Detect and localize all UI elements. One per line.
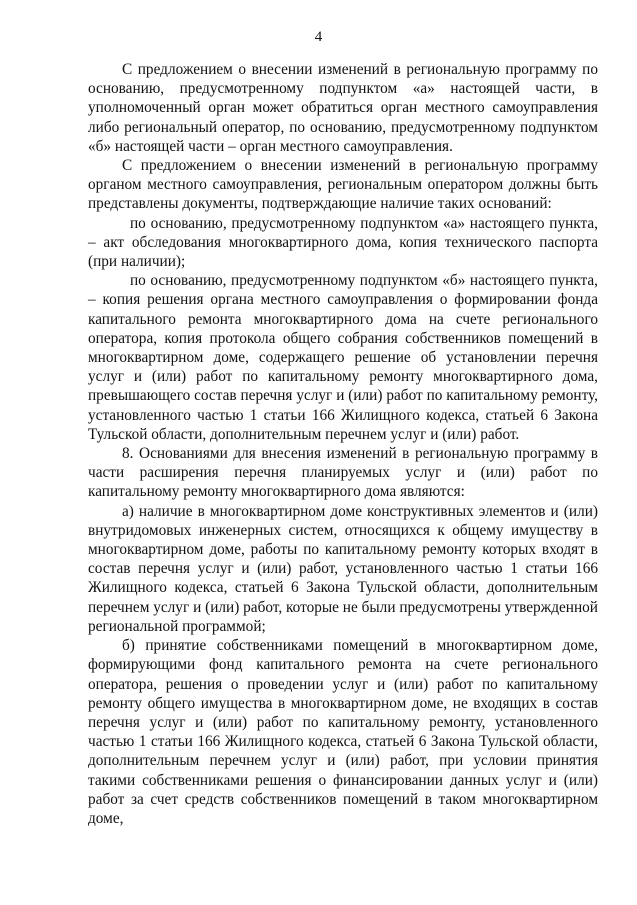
paragraph-basis-b-documents: по основанию, предусмотренному подпунктом «б» настоящего пункта, – копия решения органа местного самоуправления о формировании фонда капитального ремонта многоквартирного дома на счете регионального оператора, копия протокола общего собрания собственников помещений в многоквартирном доме, содержащего решение об установлении перечня услуг и (или) работ по капитальному ремонту многоквартирного дома, превышающего состав перечня услуг и (или) работ по капитальному ремонту, установленного частью 1 статьи 166 Жилищного кодекса, статьей 6 Закона Тульской области, дополнительным перечнем услуг и (или) работ. bbox=[88, 272, 598, 443]
paragraph-subitem-a: а) наличие в многоквартирном доме конструктивных элементов и (или) внутридомовых инженерных систем, относящихся к общему имуществу в многоквартирном доме, работы по капитальному ремонту которых входят в состав перечня услуг и (или) работ, установленного частью 1 статьи 166 Жилищного кодекса, статьей 6 Закона Тульской области, дополнительным перечнем услуг и (или) работ, которые не были предусмотрены утвержденной региональной программой; bbox=[88, 502, 598, 635]
paragraph-subitem-b: б) принятие собственниками помещений в многоквартирном доме, формирующими фонд капитального ремонта на счете регионального оператора, решения о проведении услуг и (или) работ по капитальному ремонту общего имущества в многоквартирном доме, не входящих в состав перечня услуг и (или) работ по капитальному ремонту, установленного частью 1 статьи 166 Жилищного кодекса, статьей 6 Закона Тульской области, дополнительным перечнем услуг и (или) работ, при условии принятия такими собственниками решения о финансировании данных услуг и (или) работ за счет средств собственников помещений в таком многоквартирном доме, bbox=[88, 637, 598, 827]
paragraph-basis-a-documents: по основанию, предусмотренному подпунктом «а» настоящего пункта, – акт обследования многоквартирного дома, копия технического паспорта (при наличии); bbox=[88, 214, 598, 271]
paragraph-item-8: 8. Основаниями для внесения изменений в региональную программу в части расширения перечня планируемых услуг и (или) работ по капитальному ремонту многоквартирного дома являются: bbox=[88, 445, 598, 501]
paragraph-required-documents: С предложением о внесении изменений в региональную программу органом местного самоуправления, региональным оператором должны быть представлены документы, подтверждающие наличие таких оснований: bbox=[88, 157, 598, 213]
document-body bbox=[88, 60, 598, 828]
paragraph-appeal-bodies: С предложением о внесении изменений в региональную программу по основанию, предусмотренному подпунктом «а» настоящей части, в уполномоченный орган может обратиться орган местного самоуправления либо региональный оператор, по основанию, предусмотренному подпунктом «б» настоящей части – орган местного самоуправления. bbox=[88, 61, 598, 155]
page-number: 4 bbox=[314, 29, 323, 45]
